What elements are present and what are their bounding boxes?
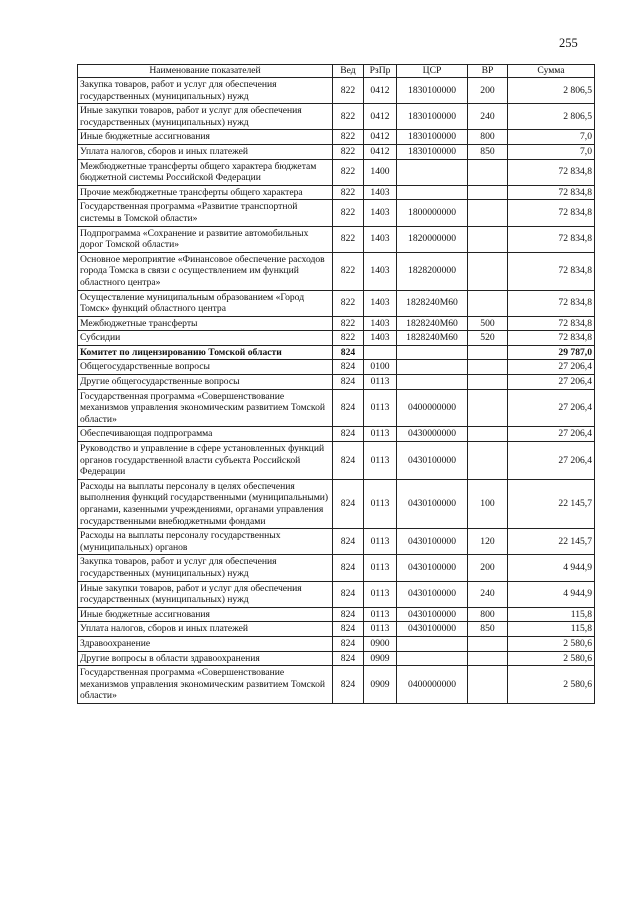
cell-ved: 824 — [333, 666, 364, 704]
budget-table — [77, 64, 595, 704]
cell-ved: 824 — [333, 479, 364, 528]
cell-sum: 27 206,4 — [508, 375, 595, 390]
cell-name: Общегосударственные вопросы — [78, 360, 333, 375]
table-row — [78, 607, 595, 622]
cell-name: Закупка товаров, работ и услуг для обеспечения государственных (муниципальных) нужд — [78, 555, 333, 581]
cell-vr — [468, 427, 508, 442]
cell-ved: 824 — [333, 427, 364, 442]
column-header-rzpr: РзПр — [364, 65, 397, 78]
table-row — [78, 185, 595, 200]
page-number: 255 — [559, 36, 578, 50]
cell-ved: 822 — [333, 144, 364, 159]
cell-sum: 4 944,9 — [508, 555, 595, 581]
cell-vr — [468, 442, 508, 480]
cell-rzpr: 1403 — [364, 200, 397, 226]
column-header-name: Наименование показателей — [78, 65, 333, 78]
cell-sum: 22 145,7 — [508, 479, 595, 528]
cell-ved: 824 — [333, 442, 364, 480]
cell-csr — [397, 159, 468, 185]
cell-name: Субсидии — [78, 331, 333, 346]
table-row — [78, 345, 595, 360]
cell-csr: 0430100000 — [397, 581, 468, 607]
cell-name: Межбюджетные трансферты — [78, 316, 333, 331]
column-header-ved: Вед — [333, 65, 364, 78]
table-row — [78, 479, 595, 528]
cell-ved: 824 — [333, 622, 364, 637]
table-body — [78, 78, 595, 704]
cell-vr: 850 — [468, 144, 508, 159]
cell-vr — [468, 200, 508, 226]
cell-rzpr — [364, 345, 397, 360]
cell-name: Основное мероприятие «Финансовое обеспечение расходов города Томска в связи с осуществлением им функций областного центра» — [78, 252, 333, 290]
table-row — [78, 144, 595, 159]
cell-rzpr: 0113 — [364, 389, 397, 427]
cell-csr: 0430100000 — [397, 555, 468, 581]
column-header-csr: ЦСР — [397, 65, 468, 78]
cell-ved: 822 — [333, 78, 364, 104]
cell-rzpr: 0113 — [364, 427, 397, 442]
cell-ved: 824 — [333, 345, 364, 360]
cell-sum: 72 834,8 — [508, 316, 595, 331]
cell-name: Иные закупки товаров, работ и услуг для обеспечения государственных (муниципальных) нужд — [78, 581, 333, 607]
cell-ved: 824 — [333, 555, 364, 581]
cell-rzpr: 0113 — [364, 581, 397, 607]
cell-ved: 822 — [333, 226, 364, 252]
column-header-vr: ВР — [468, 65, 508, 78]
cell-csr: 1830100000 — [397, 144, 468, 159]
cell-rzpr: 0412 — [364, 130, 397, 145]
cell-sum: 72 834,8 — [508, 331, 595, 346]
cell-sum: 72 834,8 — [508, 290, 595, 316]
table-row — [78, 427, 595, 442]
table-row — [78, 104, 595, 130]
cell-csr: 1828240М60 — [397, 290, 468, 316]
cell-name: Комитет по лицензированию Томской области — [78, 345, 333, 360]
table-row — [78, 636, 595, 651]
cell-ved: 822 — [333, 252, 364, 290]
table-row — [78, 78, 595, 104]
cell-vr: 200 — [468, 78, 508, 104]
cell-name: Иные бюджетные ассигнования — [78, 130, 333, 145]
cell-sum: 27 206,4 — [508, 442, 595, 480]
cell-name: Расходы на выплаты персоналу в целях обеспечения выполнения функций государственными (муниципальными) органами, казенными учреждениями, органами управления государственными внебюджетными фондами — [78, 479, 333, 528]
cell-rzpr: 1403 — [364, 185, 397, 200]
cell-ved: 822 — [333, 200, 364, 226]
table-row — [78, 226, 595, 252]
cell-csr: 1830100000 — [397, 104, 468, 130]
cell-csr: 0430100000 — [397, 442, 468, 480]
cell-ved: 822 — [333, 316, 364, 331]
cell-rzpr: 0113 — [364, 479, 397, 528]
table-row — [78, 159, 595, 185]
cell-csr: 1828200000 — [397, 252, 468, 290]
cell-csr: 1830100000 — [397, 78, 468, 104]
cell-ved: 822 — [333, 159, 364, 185]
cell-vr — [468, 651, 508, 666]
cell-sum: 2 806,5 — [508, 104, 595, 130]
cell-name: Другие общегосударственные вопросы — [78, 375, 333, 390]
table-header-row — [78, 65, 595, 78]
cell-sum: 27 206,4 — [508, 427, 595, 442]
cell-name: Другие вопросы в области здравоохранения — [78, 651, 333, 666]
cell-sum: 2 580,6 — [508, 666, 595, 704]
cell-name: Иные закупки товаров, работ и услуг для обеспечения государственных (муниципальных) нужд — [78, 104, 333, 130]
table-row — [78, 529, 595, 555]
cell-vr: 520 — [468, 331, 508, 346]
cell-vr — [468, 290, 508, 316]
cell-csr: 1830100000 — [397, 130, 468, 145]
cell-name: Руководство и управление в сфере установленных функций органов государственной власти субъекта Российской Федерации — [78, 442, 333, 480]
cell-sum: 27 206,4 — [508, 389, 595, 427]
cell-name: Государственная программа «Совершенствование механизмов управления экономическим развитием Томской области» — [78, 389, 333, 427]
cell-vr: 240 — [468, 104, 508, 130]
cell-sum: 7,0 — [508, 144, 595, 159]
cell-csr: 1828240М60 — [397, 316, 468, 331]
cell-rzpr: 1400 — [364, 159, 397, 185]
cell-sum: 29 787,0 — [508, 345, 595, 360]
cell-csr: 0400000000 — [397, 666, 468, 704]
cell-csr — [397, 375, 468, 390]
cell-csr: 0430100000 — [397, 622, 468, 637]
cell-rzpr: 0909 — [364, 666, 397, 704]
cell-rzpr: 0113 — [364, 529, 397, 555]
cell-ved: 822 — [333, 104, 364, 130]
cell-sum: 115,8 — [508, 607, 595, 622]
cell-ved: 824 — [333, 389, 364, 427]
table-row — [78, 666, 595, 704]
table-row — [78, 200, 595, 226]
cell-csr: 1820000000 — [397, 226, 468, 252]
cell-sum: 72 834,8 — [508, 159, 595, 185]
cell-sum: 2 806,5 — [508, 78, 595, 104]
cell-rzpr: 1403 — [364, 226, 397, 252]
cell-rzpr: 1403 — [364, 316, 397, 331]
cell-csr — [397, 636, 468, 651]
cell-sum: 7,0 — [508, 130, 595, 145]
cell-vr — [468, 345, 508, 360]
cell-rzpr: 0412 — [364, 78, 397, 104]
cell-sum: 27 206,4 — [508, 360, 595, 375]
table-row — [78, 252, 595, 290]
cell-sum: 22 145,7 — [508, 529, 595, 555]
cell-csr: 0430100000 — [397, 479, 468, 528]
cell-csr: 0430000000 — [397, 427, 468, 442]
cell-ved: 824 — [333, 529, 364, 555]
table-row — [78, 375, 595, 390]
cell-rzpr: 1403 — [364, 290, 397, 316]
cell-name: Обеспечивающая подпрограмма — [78, 427, 333, 442]
cell-sum: 4 944,9 — [508, 581, 595, 607]
cell-vr: 500 — [468, 316, 508, 331]
cell-rzpr: 0113 — [364, 607, 397, 622]
cell-name: Иные бюджетные ассигнования — [78, 607, 333, 622]
cell-vr — [468, 159, 508, 185]
cell-ved: 824 — [333, 636, 364, 651]
cell-vr: 120 — [468, 529, 508, 555]
table-row — [78, 290, 595, 316]
cell-csr: 0400000000 — [397, 389, 468, 427]
cell-rzpr: 0113 — [364, 375, 397, 390]
cell-rzpr: 1403 — [364, 331, 397, 346]
cell-ved: 822 — [333, 130, 364, 145]
cell-vr: 200 — [468, 555, 508, 581]
cell-ved: 822 — [333, 331, 364, 346]
cell-vr — [468, 666, 508, 704]
cell-rzpr: 0412 — [364, 144, 397, 159]
cell-name: Прочие межбюджетные трансферты общего характера — [78, 185, 333, 200]
cell-vr — [468, 375, 508, 390]
cell-ved: 824 — [333, 651, 364, 666]
cell-csr: 1800000000 — [397, 200, 468, 226]
cell-vr — [468, 360, 508, 375]
cell-csr: 0430100000 — [397, 529, 468, 555]
cell-vr — [468, 636, 508, 651]
cell-name: Осуществление муниципальным образованием «Город Томск» функций областного центра — [78, 290, 333, 316]
table-row — [78, 555, 595, 581]
cell-vr: 850 — [468, 622, 508, 637]
cell-csr — [397, 651, 468, 666]
cell-ved: 824 — [333, 581, 364, 607]
cell-rzpr: 1403 — [364, 252, 397, 290]
table-row — [78, 442, 595, 480]
cell-vr — [468, 252, 508, 290]
table-row — [78, 360, 595, 375]
cell-sum: 2 580,6 — [508, 651, 595, 666]
table-row — [78, 581, 595, 607]
cell-rzpr: 0113 — [364, 555, 397, 581]
cell-sum: 2 580,6 — [508, 636, 595, 651]
cell-vr: 240 — [468, 581, 508, 607]
cell-rzpr: 0909 — [364, 651, 397, 666]
cell-name: Государственная программа «Совершенствование механизмов управления экономическим развитием Томской области» — [78, 666, 333, 704]
cell-vr — [468, 226, 508, 252]
cell-sum: 72 834,8 — [508, 185, 595, 200]
cell-name: Подпрограмма «Сохранение и развитие автомобильных дорог Томской области» — [78, 226, 333, 252]
cell-name: Закупка товаров, работ и услуг для обеспечения государственных (муниципальных) нужд — [78, 78, 333, 104]
cell-sum: 72 834,8 — [508, 200, 595, 226]
cell-name: Расходы на выплаты персоналу государственных (муниципальных) органов — [78, 529, 333, 555]
cell-csr: 0430100000 — [397, 607, 468, 622]
cell-vr: 100 — [468, 479, 508, 528]
table-row — [78, 622, 595, 637]
cell-rzpr: 0900 — [364, 636, 397, 651]
table-row — [78, 316, 595, 331]
cell-rzpr: 0113 — [364, 622, 397, 637]
cell-vr: 800 — [468, 607, 508, 622]
table-row — [78, 130, 595, 145]
cell-name: Межбюджетные трансферты общего характера бюджетам бюджетной системы Российской Федерации — [78, 159, 333, 185]
cell-name: Здравоохранение — [78, 636, 333, 651]
cell-name: Государственная программа «Развитие транспортной системы в Томской области» — [78, 200, 333, 226]
cell-ved: 824 — [333, 607, 364, 622]
cell-rzpr: 0113 — [364, 442, 397, 480]
cell-name: Уплата налогов, сборов и иных платежей — [78, 144, 333, 159]
cell-ved: 824 — [333, 375, 364, 390]
cell-rzpr: 0412 — [364, 104, 397, 130]
cell-ved: 822 — [333, 290, 364, 316]
table-row — [78, 331, 595, 346]
cell-rzpr: 0100 — [364, 360, 397, 375]
cell-ved: 822 — [333, 185, 364, 200]
column-header-sum: Сумма — [508, 65, 595, 78]
table-row — [78, 389, 595, 427]
cell-vr: 800 — [468, 130, 508, 145]
cell-csr — [397, 360, 468, 375]
cell-name: Уплата налогов, сборов и иных платежей — [78, 622, 333, 637]
cell-ved: 824 — [333, 360, 364, 375]
cell-vr — [468, 185, 508, 200]
cell-sum: 72 834,8 — [508, 252, 595, 290]
cell-sum: 72 834,8 — [508, 226, 595, 252]
cell-csr — [397, 185, 468, 200]
cell-sum: 115,8 — [508, 622, 595, 637]
cell-csr — [397, 345, 468, 360]
cell-vr — [468, 389, 508, 427]
cell-csr: 1828240М60 — [397, 331, 468, 346]
table-row — [78, 651, 595, 666]
